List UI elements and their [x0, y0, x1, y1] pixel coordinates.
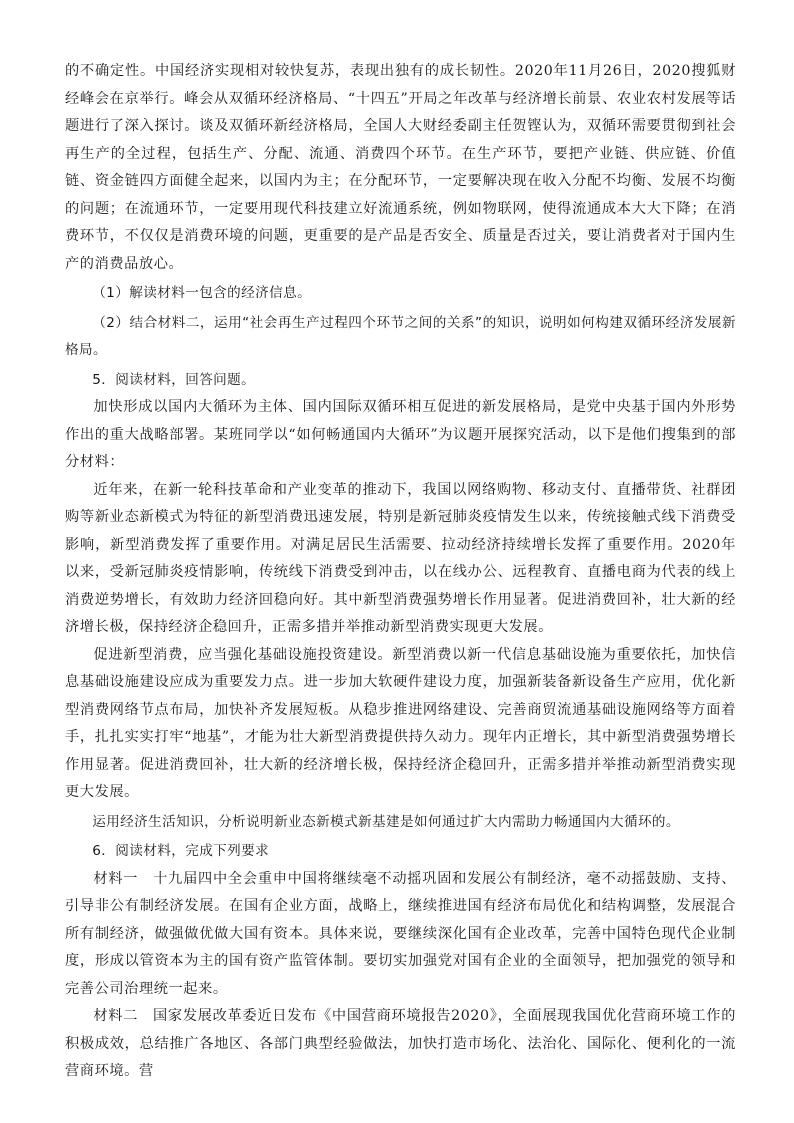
question-6-heading: 6．阅读材料，完成下列要求 [92, 843, 270, 859]
top-margin [65, 0, 736, 58]
question-5-heading: 5．阅读材料，回答问题。 [92, 371, 256, 388]
question-5-material-2: 促进新型消费，应当强化基础设施投资建设。新型消费以新一代信息基础设施为重要依托，加快信息基础设施建设应成为重要发力点。进一步加大软硬件建设力度，加强新装备新设备生产应用，优化新型消费网络节点布局，加快补齐发展短板。从稳步推进网络建设、完善商贸流通基础设施网络等方面着手，扎扎实实打牢“地基”，才能为壮大新型消费提供持久动力。现年内正增长，其中新型消费强势增长作用显著。促进消费回补，壮大新的经济增长极，保持经济企稳回升，正需多措并举推动新型消费实现更大发展。 [65, 646, 736, 800]
question-6-material-2: 材料二 国家发展改革委近日发布《中国营商环境报告2020》，全面展现我国优化营商环境工作的积极成效，总结推广各地区、各部门典型经验做法，加快打造市场化、法治化、国际化、便利化的一流营商环境。营 [65, 1008, 736, 1079]
question-6-material-1: 材料一 十九届四中全会重申中国将继续毫不动摇巩固和发展公有制经济，毫不动摇鼓励、支持、引导非公有制经济发展。在国有企业方面，战略上，继续推进国有经济布局优化和结构调整，发展混合所有制经济，做强做优做大国有资本。具体来说，要继续深化国有企业改革，完善中国特色现代企业制度，形成以管资本为主的国有资产监管体制。要切实加强党对国有企业的全面领导，把加强党的领导和完善公司治理统一起来。 [65, 870, 736, 997]
question-5-material-1: 近年来，在新一轮科技革命和产业变革的推动下，我国以网络购物、移动支付、直播带货、社群团购等新业态新模式为特征的新型消费迅速发展，特别是新冠肺炎疫情发生以来，传统接触式线下消费受影响，新型消费发挥了重要作用。对满足居民生活需要、拉动经济持续增长发挥了重要作用。2020年以来，受新冠肺炎疫情影响，传统线下消费受到冲击，以在线办公、远程教育、直播电商为代表的线上消费逆势增长，有效助力经济回稳向好。其中新型消费强势增长作用显著。促进消费回补，壮大新的经济增长极，保持经济企稳回升，正需多措并举推动新型消费实现更大发展。 [65, 481, 736, 635]
material-two-continued: 的不确定性。中国经济实现相对较快复苏，表现出独有的成长韧性。2020年11月26日，2020搜狐财经峰会在京举行。峰会从双循环经济格局、“十四五”开局之年改革与经济增长前景、农业农村发展等话题进行了深入探讨。谈及双循环新经济格局，全国人大财经委副主任贺铿认为，双循环需要贯彻到社会再生产的全过程，包括生产、分配、流通、消费四个环节。在生产环节，要把产业链、供应链、价值链、资金链四方面健全起来，以国内为主；在分配环节，一定要解决现在收入分配不均衡、发展不均衡的问题；在流通环节，一定要用现代科技建立好流通系统，例如物联网，使得流通成本大大下降；在消费环节，不仅仅是消费环境的问题，更重要的是产品是否安全、质量是否过关，要让消费者对于国内生产的消费品放心。 [65, 63, 736, 272]
question-4-2: （2）结合材料二，运用“社会再生产过程四个环节之间的关系”的知识，说明如何构建双循环经济发展新格局。 [65, 314, 736, 358]
question-5-task: 运用经济生活知识，分析说明新业态新模式新基建是如何通过扩大内需助力畅通国内大循环的。 [92, 813, 680, 830]
question-5-intro: 加快形成以国内大循环为主体、国内国际双循环相互促进的新发展格局，是党中央基于国内外形势作出的重大战略部署。某班同学以“如何畅通国内大循环”为议题开展探究活动，以下是他们搜集到的部分材料： [65, 399, 736, 470]
question-4-1: （1）解读材料一包含的经济信息。 [92, 285, 312, 301]
